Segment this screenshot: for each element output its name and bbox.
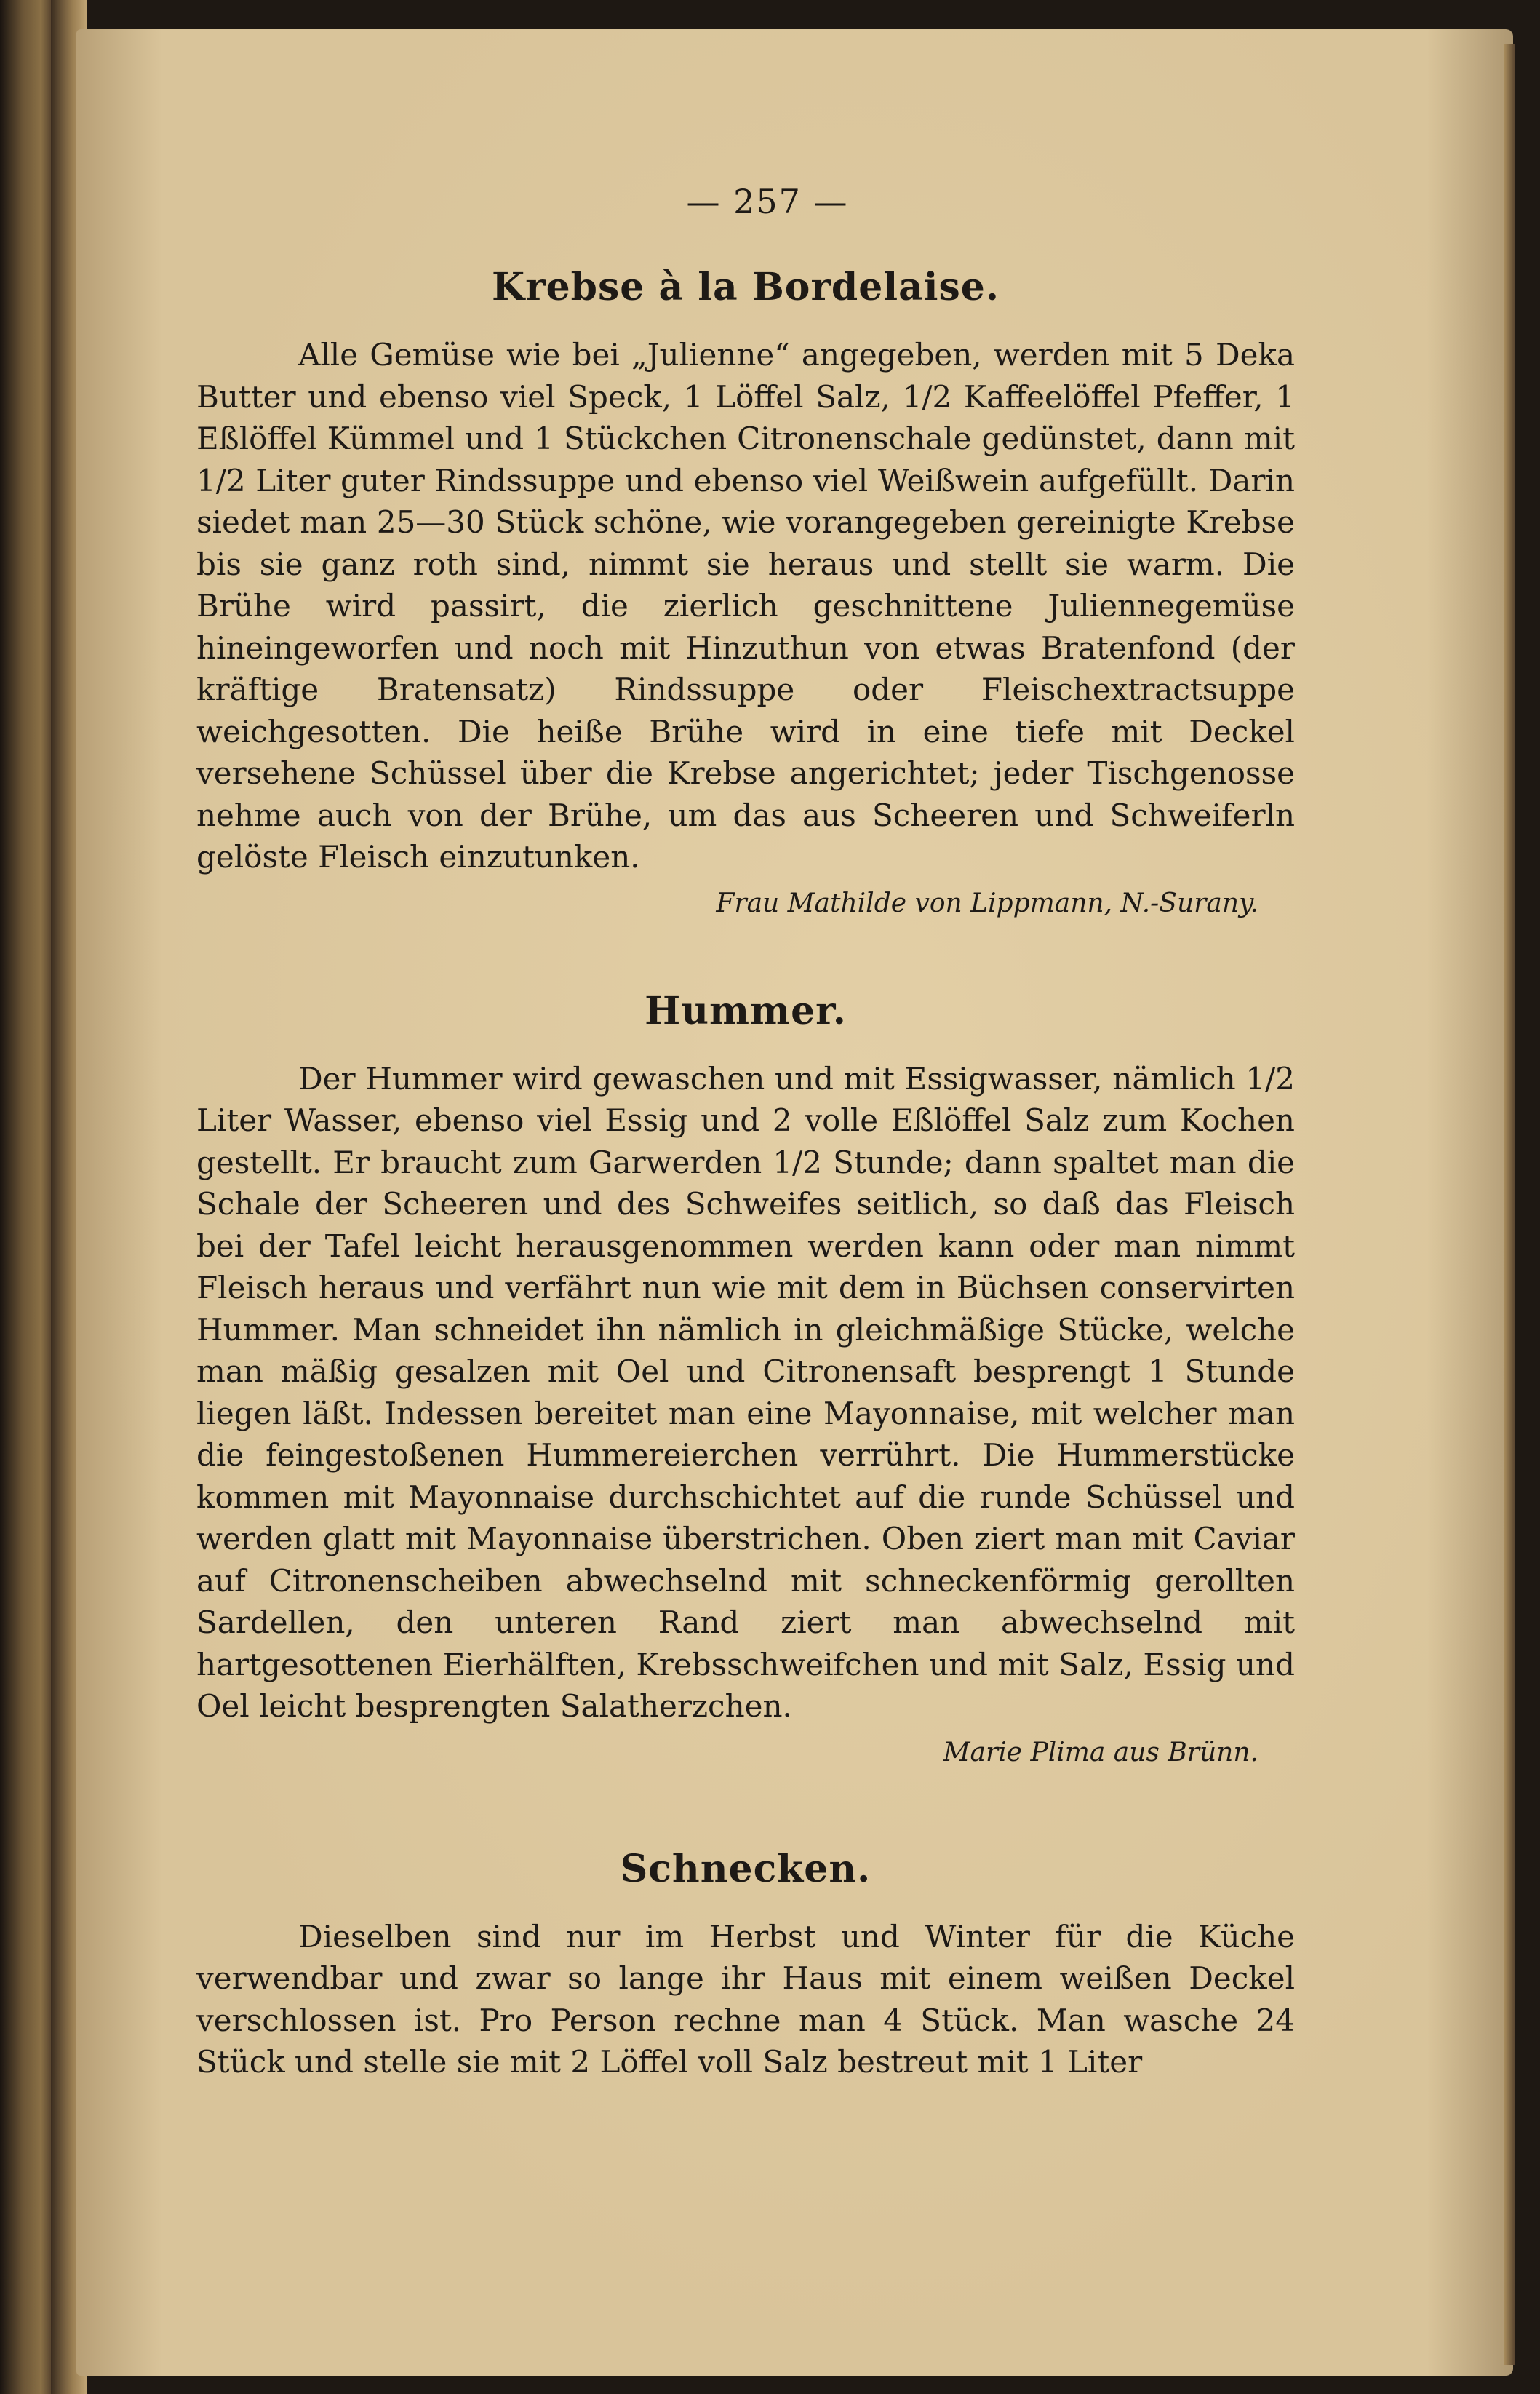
section-body-krebse: Alle Gemüse wie bei „Julienne“ angegeben, werden mit 5 Deka Butter und ebenso viel Speck, 1 Löffel Salz, 1/2 Kaffeelöffel Pfeffer, 1 Eßlöffel Kümmel und 1 Stückchen Citronenschale gedünstet, dann mit 1/2 Liter guter Rindssuppe und ebenso viel Weißwein aufgefüllt. Darin siedet man 25—30 Stück schöne, wie vorangegeben gereinigte Krebse bis sie ganz roth sind, nimmt sie heraus und stellt sie warm. Die Brühe wird passirt, die zierlich geschnittene Juliennegemüse hineingeworfen und noch mit Hinzuthun von etwas Bratenfond (der kräftige Bratensatz) Rindssuppe oder Fleischextractsuppe weichgesotten. Die heiße Brühe wird in eine tiefe mit Deckel versehene Schüssel über die Krebse angerichtet; jeder Tischgenosse nehme auch von der Brühe, um das aus Scheeren und Schweiferln gelöste Fleisch einzutunken. xyxy=(196,337,1295,875)
section-body-schnecken: Dieselben sind nur im Herbst und Winter für die Küche verwendbar und zwar so lange ihr Haus mit einem weißen Deckel verschlossen ist. Pro Person rechne man 4 Stück. Man wasche 24 Stück und stelle sie mit 2 Löffel voll Salz bestreut mit 1 Liter xyxy=(196,1918,1295,2080)
page-text xyxy=(196,182,1295,2083)
section-title-hummer: Hummer. xyxy=(645,988,847,1033)
section-body-hummer: Der Hummer wird gewaschen und mit Essigwasser, nämlich 1/2 Liter Wasser, ebenso viel Essig und 2 volle Eßlöffel Salz zum Kochen gestellt. Er braucht zum Garwerden 1/2 Stunde; dann spaltet man die Schale der Scheeren und des Schweifes seitlich, so daß das Fleisch bei der Tafel leicht herausgenommen werden kann oder man nimmt Fleisch heraus und verfährt nun wie mit dem in Büchsen conservirten Hummer. Man schneidet ihn nämlich in gleichmäßige Stücke, welche man mäßig gesalzen mit Oel und Citronensaft besprengt 1 Stunde liegen läßt. Indessen bereitet man eine Mayonnaise, mit welcher man die feingestoßenen Hummereierchen verrührt. Die Hummerstücke kommen mit Mayonnaise durchschichtet auf die runde Schüssel und werden glatt mit Mayonnaise überstrichen. Oben ziert man mit Caviar auf Citronenscheiben abwechselnd mit schneckenförmig gerollten Sardellen, den unteren Rand ziert man abwechselnd mit hartgesottenen Eierhälften, Krebsschweifchen und mit Salz, Essig und Oel leicht besprengten Salatherzchen. xyxy=(196,1060,1295,1724)
section-title-schnecken: Schnecken. xyxy=(620,1846,871,1891)
section-title-krebse: Krebse à la Bordelaise. xyxy=(492,265,1000,309)
page-right-edge xyxy=(1504,44,1515,2365)
signature-krebse: Frau Mathilde von Lippmann, N.-Surany. xyxy=(716,888,1258,918)
signature-hummer: Marie Plima aus Brünn. xyxy=(943,1737,1258,1767)
page-number: — 257 — xyxy=(686,182,849,221)
left-page-edge xyxy=(0,0,51,2394)
